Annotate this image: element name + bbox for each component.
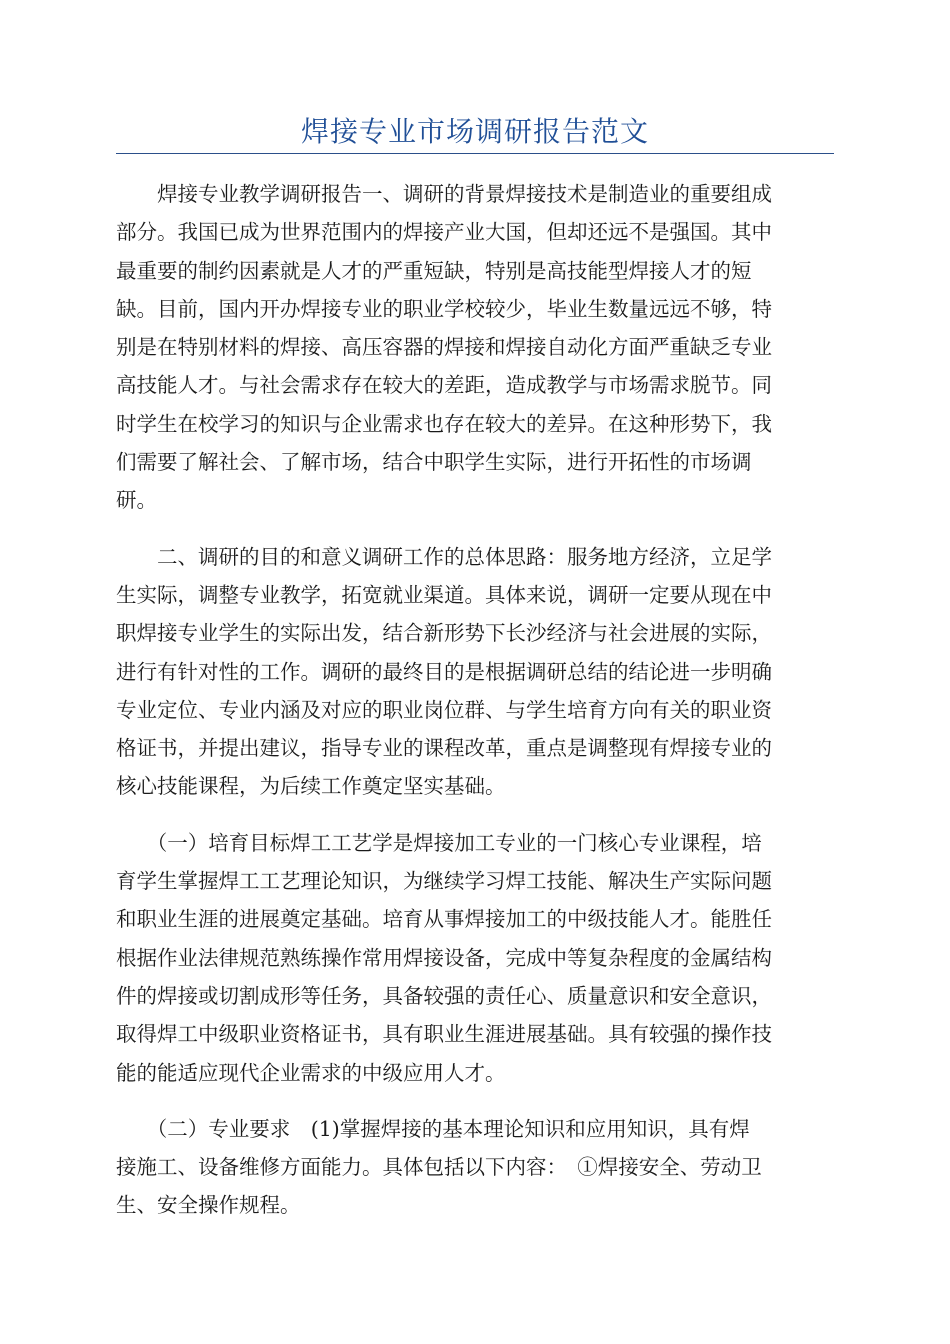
- text-line: 和职业生涯的进展奠定基础。培育从事焊接加工的中级技能人才。能胜任: [116, 907, 772, 932]
- text-line: 育学生掌握焊工工艺理论知识，为继续学习焊工技能、解决生产实际问题: [116, 869, 772, 894]
- text-line: 高技能人才。与社会需求存在较大的差距，造成教学与市场需求脱节。同: [116, 373, 772, 398]
- text-line: 能的能适应现代企业需求的中级应用人才。: [116, 1060, 506, 1085]
- text-line: 核心技能课程，为后续工作奠定坚实基础。: [116, 774, 506, 799]
- text-line: 进行有针对性的工作。调研的最终目的是根据调研总结的结论进一步明确: [116, 659, 772, 684]
- text-line: 专业定位、专业内涵及对应的职业岗位群、与学生培育方向有关的职业资: [116, 697, 772, 722]
- text-line: 最重要的制约因素就是人才的严重短缺，特别是高技能型焊接人才的短: [116, 258, 752, 283]
- text-line: （一）培育目标焊工工艺学是焊接加工专业的一门核心专业课程，培: [116, 830, 762, 855]
- text-line: 职焊接专业学生的实际出发，结合新形势下长沙经济与社会进展的实际，: [116, 621, 772, 646]
- text-line: 取得焊工中级职业资格证书，具有职业生涯进展基础。具有较强的操作技: [116, 1022, 772, 1047]
- text-line: 二、调研的目的和意义调研工作的总体思路：服务地方经济，立足学: [116, 544, 772, 569]
- paragraph-spacer: [116, 520, 834, 538]
- text-line: 时学生在校学习的知识与企业需求也存在较大的差异。在这种形势下，我: [116, 411, 772, 436]
- paragraph-spacer: [116, 1092, 834, 1110]
- text-line: 根据作业法律规范熟练操作常用焊接设备，完成中等复杂程度的金属结构: [116, 945, 772, 970]
- text-line: 别是在特别材料的焊接、高压容器的焊接和焊接自动化方面严重缺乏专业: [116, 335, 772, 360]
- paragraph-spacer: [116, 806, 834, 824]
- text-line: （二）专业要求 (1)掌握焊接的基本理论知识和应用知识，具有焊: [116, 1116, 750, 1141]
- text-line: 缺。目前，国内开办焊接专业的职业学校较少，毕业生数量远远不够，特: [116, 296, 772, 321]
- text-line: 部分。我国已成为世界范围内的焊接产业大国，但却还远不是强国。其中: [116, 220, 772, 245]
- document-title: 焊接专业市场调研报告范文: [300, 115, 649, 148]
- paragraph-background: [116, 175, 834, 520]
- title-underline: [116, 153, 834, 154]
- paragraph-training-goal: [116, 824, 834, 1092]
- text-line: 焊接专业教学调研报告一、调研的背景焊接技术是制造业的重要组成: [116, 182, 772, 206]
- document-body: [116, 175, 834, 1225]
- text-line: 生、安全操作规程。: [116, 1193, 301, 1218]
- paragraph-purpose: [116, 538, 834, 806]
- text-line: 生实际，调整专业教学，拓宽就业渠道。具体来说，调研一定要从现在中: [116, 582, 772, 607]
- text-line: 接施工、设备维修方面能力。具体包括以下内容： ①焊接安全、劳动卫: [116, 1155, 762, 1180]
- text-line: 研。: [116, 488, 157, 513]
- text-line: 件的焊接或切割成形等任务，具备较强的责任心、质量意识和安全意识，: [116, 983, 772, 1008]
- text-line: 们需要了解社会、了解市场，结合中职学生实际，进行开拓性的市场调: [116, 450, 752, 475]
- paragraph-requirements: [116, 1110, 834, 1225]
- text-line: 格证书，并提出建议，指导专业的课程改革，重点是调整现有焊接专业的: [116, 736, 772, 761]
